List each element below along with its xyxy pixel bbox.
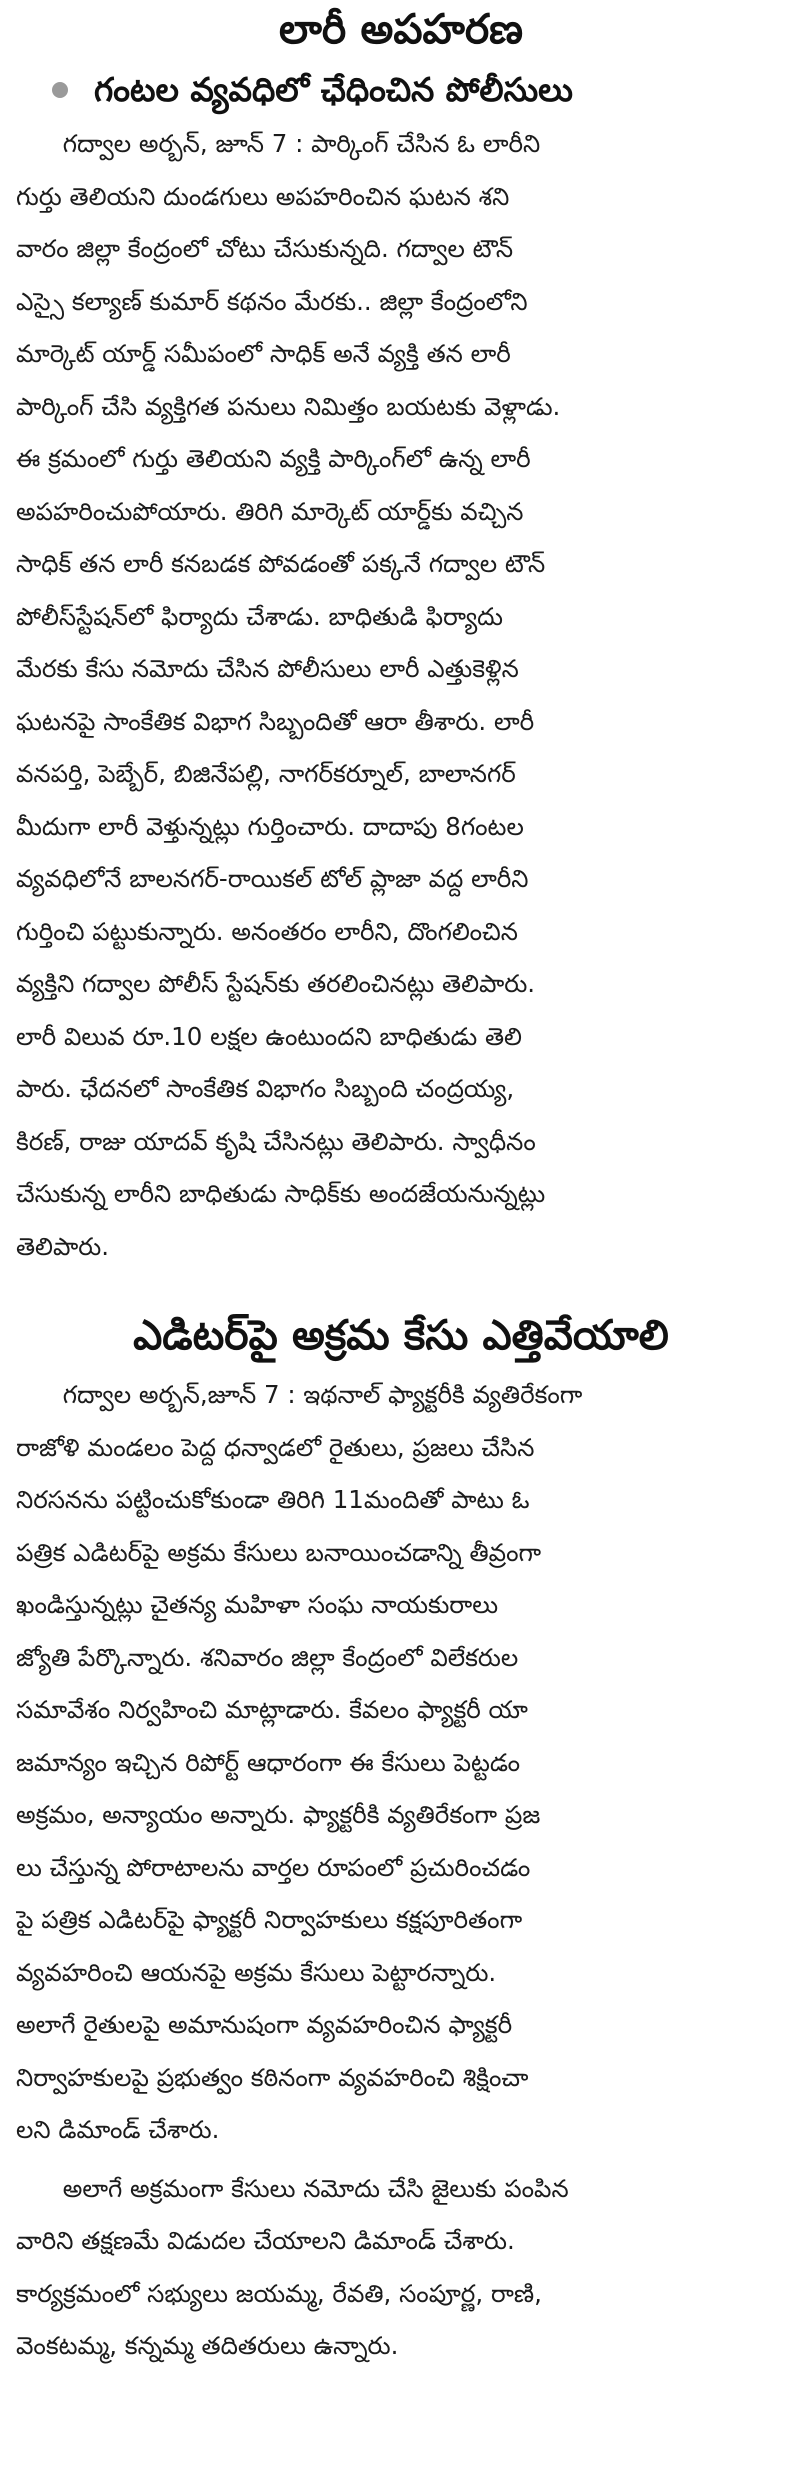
article1-subheadline-row: [16, 68, 786, 112]
text-line: గద్వాల అర్బన్,జూన్ 7 : ఇథనాల్ ఫ్యాక్టరీకి వ్యతిరేకంగా: [16, 1380, 583, 1409]
text-line: పత్రిక ఎడిటర్‌పై అక్రమ కేసులు బనాయించడాన్ని తీవ్రంగా: [16, 1537, 542, 1567]
text-line: ఖండిస్తున్నట్లు చైతన్య మహిళా సంఘ నాయకురాలు: [16, 1590, 499, 1619]
text-line: నిర్వాహకులపై ప్రభుత్వం కఠినంగా వ్యవహరించి శిక్షించా: [16, 2062, 529, 2092]
text-line: మీదుగా లారీ వెళ్తున్నట్లు గుర్తించారు. దాదాపు 8గంటల: [16, 811, 524, 841]
text-line: రాజోళి మండలం పెద్ద ధన్వాడలో రైతులు, ప్రజలు చేసిన: [16, 1432, 535, 1462]
text-line: మేరకు కేసు నమోదు చేసిన పోలీసులు లారీ ఎత్తుకెళ్లిన: [16, 654, 519, 683]
text-line: నిరసనను పట్టించుకోకుండా తిరిగి 11మందితో పాటు ఓ: [16, 1485, 530, 1514]
text-line: పారు. ఛేదనలో సాంకేతిక విభాగం సిబ్బంది చంద్రయ్య,: [16, 1074, 515, 1103]
text-line: వ్యవహరించి ఆయనపై అక్రమ కేసులు పెట్టారన్నారు.: [16, 1957, 497, 1987]
text-line: జ్యోతి పేర్కొన్నారు. శనివారం జిల్లా కేంద్రంలో విలేకరుల: [16, 1642, 519, 1672]
text-line: గుర్తించి పట్టుకున్నారు. అనంతరం లారీని, దొంగలించిన: [16, 916, 519, 946]
text-line: మార్కెట్ యార్డ్ సమీపంలో సాధిక్ అనే వ్యక్తి తన లారీ: [16, 339, 511, 368]
text-line: అపహరించుపోయారు. తిరిగి మార్కెట్ యార్డ్‌కు వచ్చిన: [16, 496, 524, 526]
text-line: లని డిమాండ్ చేశారు.: [16, 2115, 220, 2144]
text-line: పార్కింగ్ చేసి వ్యక్తిగత పనులు నిమిత్తం బయటకు వెళ్లాడు.: [16, 391, 561, 421]
text-line: వారిని తక్షణమే విడుదల చేయాలని డిమాండ్ చేశారు.: [16, 2226, 515, 2255]
text-line: ఘటనపై సాంకేతిక విభాగ సిబ్బందితో ఆరా తీశారు. లారీ: [16, 706, 535, 736]
text-line: ఈ క్రమంలో గుర్తు తెలియని వ్యక్తి పార్కింగ్‌లో ఉన్న లారీ: [16, 444, 531, 473]
text-line: వారం జిల్లా కేంద్రంలో చోటు చేసుకున్నది. గద్వాల టౌన్: [16, 234, 514, 263]
text-line: పై పత్రిక ఎడిటర్‌పై ఫ్యాక్టరీ నిర్వాహకులు కక్షపూరితంగా: [16, 1905, 523, 1934]
article1-subheadline: గంటల వ్యవధిలో ఛేధించిన పోలీసులు: [94, 70, 573, 109]
bullet-dot-icon: [52, 82, 68, 98]
text-line: కిరణ్, రాజు యాదవ్ కృషి చేసినట్లు తెలిపారు. స్వాధీనం: [16, 1126, 536, 1156]
text-line: లారీ విలువ రూ.10 లక్షల ఉంటుందని బాధితుడు తెలి: [16, 1021, 522, 1051]
text-line: తెలిపారు.: [16, 1231, 110, 1261]
text-line: అలాగే అక్రమంగా కేసులు నమోదు చేసి జైలుకు పంపిన: [16, 2173, 569, 2203]
text-line: గుర్తు తెలియని దుండగులు అపహరించిన ఘటన శని: [16, 181, 510, 211]
text-line: చేసుకున్న లారీని బాధితుడు సాధిక్‌కు అందజేయనున్నట్లు: [16, 1179, 546, 1208]
text-line: పోలీస్‌స్టేషన్‌లో ఫిర్యాదు చేశాడు. బాధితుడి ఫిర్యాదు: [16, 601, 503, 631]
text-line: కార్యక్రమంలో సభ్యులు జయమ్మ, రేవతి, సంపూర్ణ, రాణి,: [16, 2278, 542, 2308]
text-line: అక్రమం, అన్యాయం అన్నారు. ఫ్యాక్టరీకి వ్యతిరేకంగా ప్రజ: [16, 1800, 541, 1829]
text-line: లు చేస్తున్న పోరాటాలను వార్తల రూపంలో ప్రచురించడం: [16, 1852, 531, 1882]
text-line: వెంకటమ్మ, కన్నమ్మ తదితరులు ఉన్నారు.: [16, 2331, 399, 2360]
text-line: వనపర్తి, పెబ్బేర్, బిజినేపల్లి, నాగర్‌కర్నూల్, బాలానగర్: [16, 759, 516, 788]
text-line: వ్యవధిలోనే బాలనగర్-రాయికల్ టోల్ ప్లాజా వద్ద లారీని: [16, 864, 529, 893]
text-line: జమాన్యం ఇచ్చిన రిపోర్ట్ ఆధారంగా ఈ కేసులు పెట్టడం: [16, 1747, 521, 1777]
text-line: గద్వాల అర్బన్, జూన్ 7 : పార్కింగ్ చేసిన ఓ లారీని: [16, 129, 541, 158]
article2-headline: ఎడిటర్‌పై అక్రమ కేసు ఎత్తివేయాలి: [133, 1311, 669, 1359]
article2-paragraph-2: [16, 2163, 786, 2373]
article1-headline: లారీ అపహరణ: [279, 5, 523, 53]
text-line: వ్యక్తిని గద్వాల పోలీస్ స్టేషన్‌కు తరలించినట్లు తెలిపారు.: [16, 969, 536, 998]
text-line: అలాగే రైతులపై అమానుషంగా వ్యవహరించిన ఫ్యాక్టరీ: [16, 2010, 513, 2039]
article2-paragraph-1: [16, 1369, 786, 2157]
article1-body: [16, 118, 786, 1273]
text-line: సాధిక్ తన లారీ కనబడక పోవడంతో పక్కనే గద్వాల టౌన్: [16, 549, 546, 578]
text-line: సమావేశం నిర్వహించి మాట్లాడారు. కేవలం ఫ్యాక్టరీ యా: [16, 1695, 528, 1724]
text-line: ఎస్సై కల్యాణ్ కుమార్ కథనం మేరకు.. జిల్లా కేంద్రంలోని: [16, 286, 528, 316]
